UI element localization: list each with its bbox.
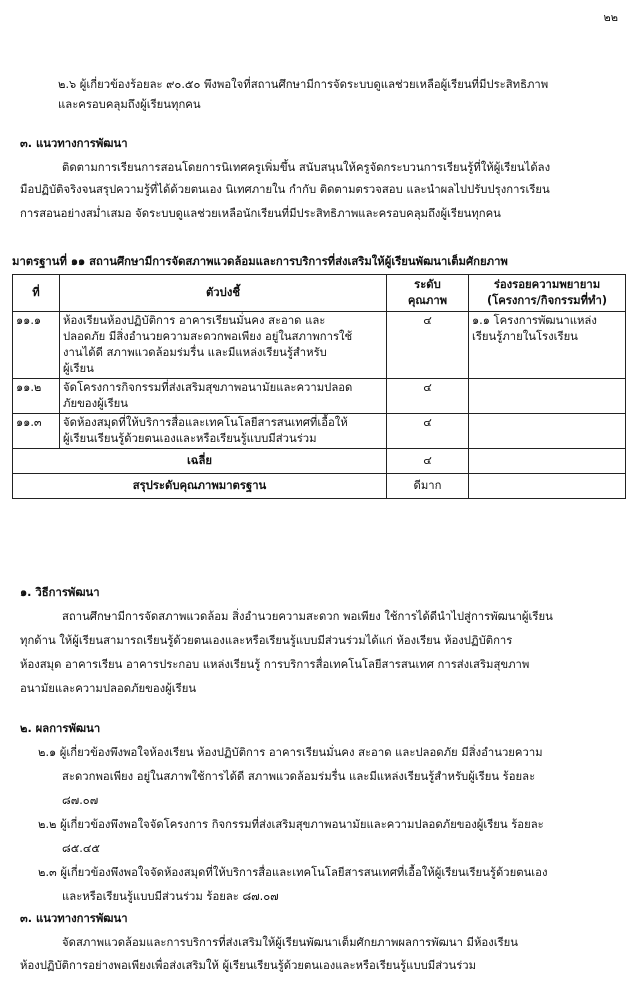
heading-2-bottom: ๒. ผลการพัฒนา bbox=[20, 722, 101, 735]
header-trace bbox=[469, 275, 626, 312]
row-level: ๔ bbox=[387, 379, 469, 414]
summary-empty bbox=[469, 474, 626, 499]
item-2-3-line2: และหรือเรียนรู้แบบมีส่วนร่วม ร้อยละ ๘๗.๐๗ bbox=[62, 890, 279, 903]
summary-label: สรุประดับคุณภาพมาตรฐาน bbox=[13, 474, 387, 499]
header-level bbox=[387, 275, 469, 312]
standard-title: มาตรฐานที่ ๑๑ สถานศึกษามีการจัดสภาพแวดล้อมและการบริการที่ส่งเสริมให้ผู้เรียนพัฒนาเต็มศักยภาพ bbox=[12, 255, 508, 268]
row-no: ๑๑.๓ bbox=[13, 414, 60, 449]
para-3-top-line3: การสอนอย่างสม่ำเสมอ จัดระบบดูแลช่วยเหลือนักเรียนที่มีประสิทธิภาพและครอบคลุมถึงผู้เรียนทุกคน bbox=[20, 207, 501, 220]
header-no: ที่ bbox=[13, 275, 60, 312]
para-1-line2: ทุกด้าน ให้ผู้เรียนสามารถเรียนรู้ด้วยตนเองและหรือเรียนรู้แบบมีส่วนร่วมได้แก่ ห้องเรียน ห้องปฏิบัติการ bbox=[20, 634, 513, 647]
row-indicator bbox=[60, 414, 387, 449]
table-row bbox=[13, 379, 626, 414]
row-trace bbox=[469, 379, 626, 414]
indicator-line: จัดโครงการกิจกรรมที่ส่งเสริมสุขภาพอนามัยและความปลอด bbox=[63, 381, 353, 394]
item-2-1-line2: สะดวกพอเพียง อยู่ในสภาพใช้การได้ดี สภาพแวดล้อมร่มรื่น และมีแหล่งเรียนรู้สำหรับผู้เรียน ร้อยละ bbox=[62, 770, 536, 783]
standard-table bbox=[12, 274, 626, 499]
indicator-line: งานได้ดี สภาพแวดล้อมร่มรื่น และมีแหล่งเรียนรู้สำหรับ bbox=[63, 346, 327, 359]
indicator-line: ห้องเรียนห้องปฏิบัติการ อาคารเรียนมั่นคง สะอาด และ bbox=[63, 314, 326, 327]
item-2-1-line3: ๘๗.๐๗ bbox=[62, 794, 99, 807]
row-trace bbox=[469, 312, 626, 379]
indicator-line: ภัยของผู้เรียน bbox=[63, 397, 128, 410]
para-3-bottom-line1: จัดสภาพแวดล้อมและการบริการที่ส่งเสริมให้ผู้เรียนพัฒนาเต็มศักยภาพผลการพัฒนา มีห้องเรียน bbox=[62, 936, 518, 949]
header-trace-line1: ร่องรอยความพยายาม bbox=[493, 278, 601, 291]
average-empty bbox=[469, 449, 626, 474]
average-value: ๔ bbox=[387, 449, 469, 474]
para-3-bottom-line2: ห้องปฏิบัติการอย่างพอเพียงเพื่อส่งเสริมให้ ผู้เรียนเรียนรู้ด้วยตนเองและหรือเรียนรู้แบบมีส่วนร่วม bbox=[20, 959, 477, 972]
item-2-2-line2: ๘๕.๔๕ bbox=[62, 842, 100, 855]
item-2-2-line1: ๒.๒ ผู้เกี่ยวข้องพึงพอใจจัดโครงการ กิจกรรมที่ส่งเสริมสุขภาพอนามัยและความปลอดภัยของผู้เรียน ร้อยละ bbox=[38, 818, 544, 831]
summary-value: ดีมาก bbox=[387, 474, 469, 499]
row-level: ๔ bbox=[387, 312, 469, 379]
indicator-line: จัดห้องสมุดที่ให้บริการสื่อและเทคโนโลยีสารสนเทศที่เอื้อให้ bbox=[63, 416, 348, 429]
average-label: เฉลี่ย bbox=[13, 449, 387, 474]
page-number: ๒๒ bbox=[603, 11, 618, 24]
para-1-line4: อนามัยและความปลอดภัยของผู้เรียน bbox=[20, 682, 197, 695]
heading-3-bottom: ๓. แนวทางการพัฒนา bbox=[20, 912, 128, 925]
header-indicator: ตัวบ่งชี้ bbox=[60, 275, 387, 312]
item-2-6-line2: และครอบคลุมถึงผู้เรียนทุกคน bbox=[58, 98, 201, 111]
row-no: ๑๑.๒ bbox=[13, 379, 60, 414]
item-2-6-line1: ๒.๖ ผู้เกี่ยวข้องร้อยละ ๙๐.๕๐ พึงพอใจที่สถานศึกษามีการจัดระบบดูแลช่วยเหลือผู้เรียนที่มีประสิทธิภาพ bbox=[58, 78, 549, 91]
heading-3-top: ๓. แนวทางการพัฒนา bbox=[20, 137, 128, 150]
row-indicator bbox=[60, 312, 387, 379]
para-3-top-line1: ติดตามการเรียนการสอนโดยการนิเทศครูเพิ่มขึ้น สนับสนุนให้ครูจัดกระบวนการเรียนรู้ที่ให้ผู้เรียนได้ลง bbox=[62, 161, 551, 174]
header-trace-line2: (โครงการ/กิจกรรมที่ทำ) bbox=[486, 294, 608, 307]
indicator-line: ปลอดภัย มีสิ่งอำนวยความสะดวกพอเพียง อยู่ในสภาพการใช้ bbox=[63, 330, 353, 343]
para-1-line3: ห้องสมุด อาคารเรียน อาคารประกอบ แหล่งเรียนรู้ การบริการสื่อเทคโนโลยีสารสนเทศ การส่งเสริมสุขภาพ bbox=[20, 658, 530, 671]
row-level: ๔ bbox=[387, 414, 469, 449]
row-no: ๑๑.๑ bbox=[13, 312, 60, 379]
para-1-line1: สถานศึกษามีการจัดสภาพแวดล้อม สิ่งอำนวยความสะดวก พอเพียง ใช้การได้ดีนำไปสู่การพัฒนาผู้เรียน bbox=[62, 610, 553, 623]
heading-1-bottom: ๑. วิธีการพัฒนา bbox=[20, 586, 100, 599]
header-level-line1: ระดับ bbox=[414, 278, 441, 291]
item-2-1-line1: ๒.๑ ผู้เกี่ยวข้องพึงพอใจห้องเรียน ห้องปฏิบัติการ อาคารเรียนมั่นคง สะอาด และปลอดภัย มีสิ่งอำนวยความ bbox=[38, 746, 543, 759]
trace-line: เรียนรู้ภายในโรงเรียน bbox=[472, 330, 578, 343]
row-trace bbox=[469, 414, 626, 449]
table-average-row bbox=[13, 449, 626, 474]
indicator-line: ผู้เรียน bbox=[63, 362, 94, 375]
item-2-3-line1: ๒.๓ ผู้เกี่ยวข้องพึงพอใจจัดห้องสมุดที่ให้บริการสื่อและเทคโนโลยีสารสนเทศที่เอื้อให้ผู้เรียนเรียนรู้ด้วยตนเอง bbox=[38, 866, 548, 879]
indicator-line: ผู้เรียนเรียนรู้ด้วยตนเองและหรือเรียนรู้แบบมีส่วนร่วม bbox=[63, 432, 317, 445]
table-row bbox=[13, 414, 626, 449]
trace-line: ๑.๑ โครงการพัฒนาแหล่ง bbox=[472, 314, 597, 327]
para-3-top-line2: มือปฏิบัติจริงจนสรุปความรู้ที่ได้ด้วยตนเอง นิเทศภายใน กำกับ ติดตามตรวจสอบ และนำผลไปปรับปรุงการเรียน bbox=[20, 183, 550, 196]
row-indicator bbox=[60, 379, 387, 414]
table-header-row bbox=[13, 275, 626, 312]
table-row bbox=[13, 312, 626, 379]
header-level-line2: คุณภาพ bbox=[407, 294, 448, 307]
table-summary-row bbox=[13, 474, 626, 499]
